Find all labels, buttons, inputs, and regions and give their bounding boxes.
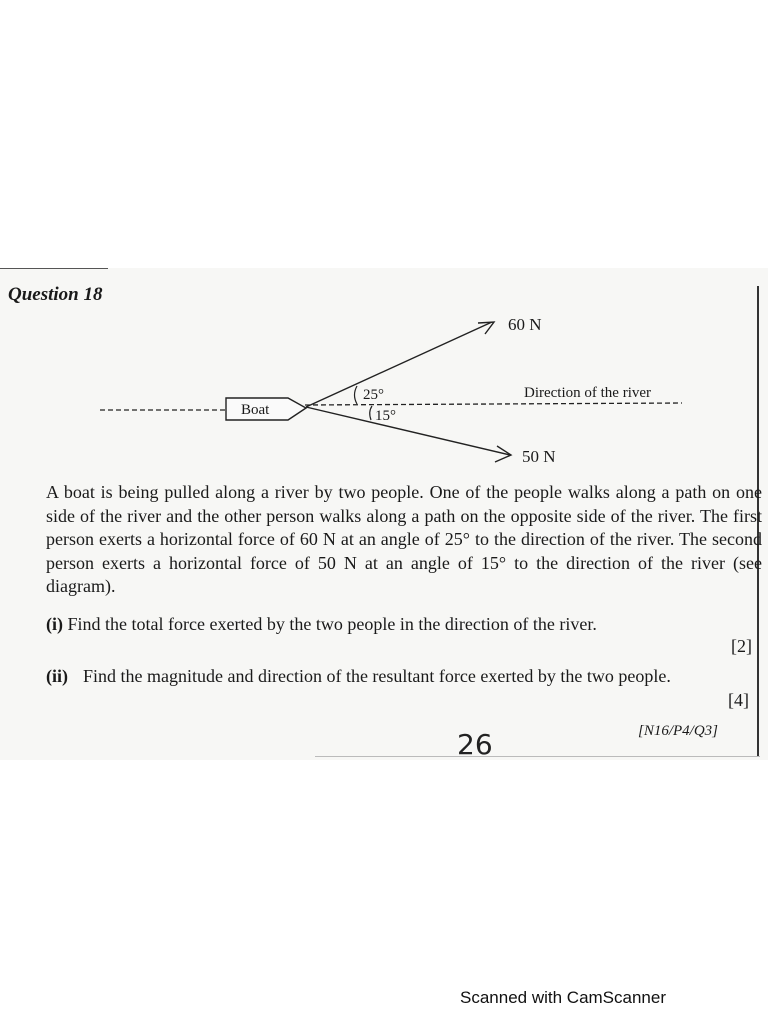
part-i-text: Find the total force exerted by the two people in the direction of the river. — [67, 614, 597, 634]
angle-15-label: 15° — [375, 408, 396, 424]
top-rule — [0, 268, 108, 269]
boat-label: Boat — [241, 402, 270, 418]
question-title: Question 18 — [8, 284, 103, 305]
page-number: 26 — [457, 728, 493, 761]
angle-25-arc — [355, 386, 358, 404]
part-ii-marks: [4] — [728, 690, 749, 710]
question-body: A boat is being pulled along a river by two people. One of the people walks along a path on one side of the river and the other person walks along a path on the opposite side of the river. The first person exerts a horizontal force of 60 N at an angle of 25° to the direction of the river. The second person exerts a horizontal force of 50 N at an angle of 15° to the direction of the river (see diagram). — [46, 482, 762, 596]
part-i — [46, 613, 762, 637]
force-diagram — [0, 300, 768, 475]
part-i-marks: [2] — [731, 636, 752, 656]
part-ii-text: Find the magnitude and direction of the resultant force exerted by the two people. — [83, 666, 671, 686]
angle-25-label: 25° — [363, 387, 384, 403]
force-60n-line — [306, 322, 492, 407]
force-50n-line — [306, 407, 510, 455]
part-ii-label-wrap — [46, 665, 86, 689]
river-direction-label: Direction of the river — [524, 385, 652, 401]
camscanner-watermark: Scanned with CamScanner — [460, 988, 667, 1007]
bottom-rule — [315, 756, 760, 757]
part-ii-label: (ii) — [46, 666, 68, 686]
part-i-label: (i) — [46, 614, 63, 634]
force-60n-label: 60 N — [508, 315, 542, 334]
question-reference: [N16/P4/Q3] — [638, 723, 719, 739]
river-dashed-line-right — [305, 403, 682, 405]
angle-15-arc — [370, 406, 372, 420]
force-50n-label: 50 N — [522, 447, 556, 466]
